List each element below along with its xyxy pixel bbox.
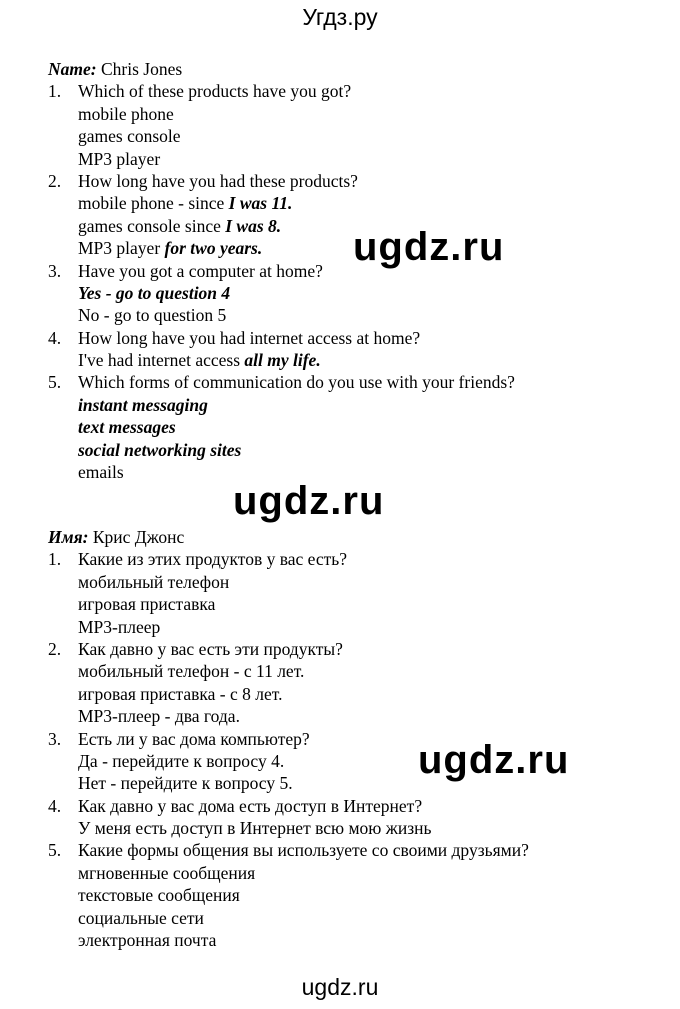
question-line: [48, 170, 668, 192]
question-number: 3.: [48, 728, 62, 749]
answer-line: [48, 103, 668, 125]
question-text: Какие из этих продуктов у вас есть?: [78, 549, 348, 570]
answer-text: MP3 player: [78, 148, 161, 169]
name-line: [48, 58, 668, 80]
question-line: [48, 260, 668, 282]
name-label: Имя:: [48, 527, 89, 547]
name-value: Chris Jones: [96, 59, 183, 79]
question-line: [48, 327, 668, 349]
answer-text: MP3 player: [78, 238, 165, 259]
answer-emphasis: instant messaging: [78, 394, 208, 415]
answer-line: [48, 125, 668, 147]
question-line: [48, 371, 668, 393]
question-number: 4.: [48, 327, 62, 348]
question-line: [48, 80, 668, 102]
answer-line: мгновенные сообщения: [78, 862, 256, 883]
answer-text: emails: [78, 462, 124, 483]
answer-line: мобильный телефон - с 11 лет.: [78, 661, 305, 682]
question-list: [48, 548, 668, 951]
question-text: Есть ли у вас дома компьютер?: [78, 728, 310, 749]
answer-line: [48, 282, 668, 304]
answer-text: I've had internet access: [78, 350, 245, 371]
answer-line: [48, 148, 668, 170]
question-number: 4.: [48, 795, 62, 816]
answer-line: [48, 416, 668, 438]
answer-line: Нет - перейдите к вопросу 5.: [78, 773, 293, 794]
question-text: How long have you had these products?: [78, 170, 358, 191]
name-value: Крис Джонс: [88, 527, 185, 547]
answer-emphasis: I was 11.: [228, 193, 293, 214]
answer-text: mobile phone - since: [78, 193, 229, 214]
question-number: 3.: [48, 260, 62, 281]
question-number: 5.: [48, 840, 62, 861]
question-line: [48, 728, 668, 750]
answer-line: У меня есть доступ в Интернет всю мою жизнь: [78, 818, 432, 839]
answer-line: [48, 439, 668, 461]
site-title: Угдз.ру: [302, 4, 378, 30]
question-line: [48, 795, 668, 817]
answer-text: mobile phone: [78, 103, 174, 124]
answer-line: текстовые сообщения: [78, 885, 240, 906]
answer-line: [48, 304, 668, 326]
answer-emphasis: text messages: [78, 417, 176, 438]
answer-emphasis: all my life.: [244, 350, 321, 371]
watermark: ugdz.ru: [418, 738, 570, 782]
answer-line: [48, 192, 668, 214]
answer-line: мобильный телефон: [78, 571, 230, 592]
answer-emphasis: social networking sites: [78, 439, 242, 460]
answer-line: Да - перейдите к вопросу 4.: [78, 750, 285, 771]
answer-text: No - go to question 5: [78, 305, 227, 326]
answer-line: [48, 237, 668, 259]
question-number: 5.: [48, 372, 62, 393]
answer-line: игровая приставка - с 8 лет.: [78, 683, 283, 704]
question-number: 2.: [48, 170, 62, 191]
question-text: How long have you had internet access at home?: [78, 327, 421, 348]
answer-line: [48, 461, 668, 483]
russian-questionnaire: [48, 526, 668, 951]
question-number: 2.: [48, 638, 62, 659]
question-text: Какие формы общения вы используете со своими друзьями?: [78, 840, 529, 861]
answer-line: MP3-плеер: [78, 616, 161, 637]
answer-line: социальные сети: [78, 907, 204, 928]
question-number: 1.: [48, 549, 62, 570]
answer-line: электронная почта: [78, 930, 217, 951]
question-text: Have you got a computer at home?: [78, 260, 323, 281]
answer-text: games console since: [78, 215, 226, 236]
question-text: Which of these products have you got?: [78, 81, 352, 102]
english-questionnaire: [48, 58, 668, 483]
answer-line: MP3-плеер - два года.: [78, 706, 240, 727]
name-line: [48, 526, 668, 548]
question-text: Как давно у вас дома есть доступ в Интернет?: [78, 795, 423, 816]
footer-logo: ugdz.ru: [301, 974, 379, 1000]
question-text: Как давно у вас есть эти продукты?: [78, 638, 343, 659]
name-label: Name:: [48, 59, 97, 79]
answer-line: [48, 215, 668, 237]
question-line: [48, 839, 668, 861]
question-list: [48, 80, 668, 483]
answer-emphasis: Yes - go to question 4: [78, 282, 231, 303]
question-line: [48, 548, 668, 570]
answer-emphasis: for two years.: [164, 238, 263, 259]
watermark: ugdz.ru: [353, 225, 505, 269]
answer-emphasis: I was 8.: [225, 215, 282, 236]
question-text: Which forms of communication do you use with your friends?: [78, 372, 515, 393]
question-line: [48, 638, 668, 660]
answer-text: games console: [78, 126, 181, 147]
answer-line: [48, 349, 668, 371]
question-number: 1.: [48, 81, 62, 102]
answer-line: [48, 394, 668, 416]
answer-line: игровая приставка: [78, 594, 216, 615]
watermark: ugdz.ru: [233, 479, 385, 523]
